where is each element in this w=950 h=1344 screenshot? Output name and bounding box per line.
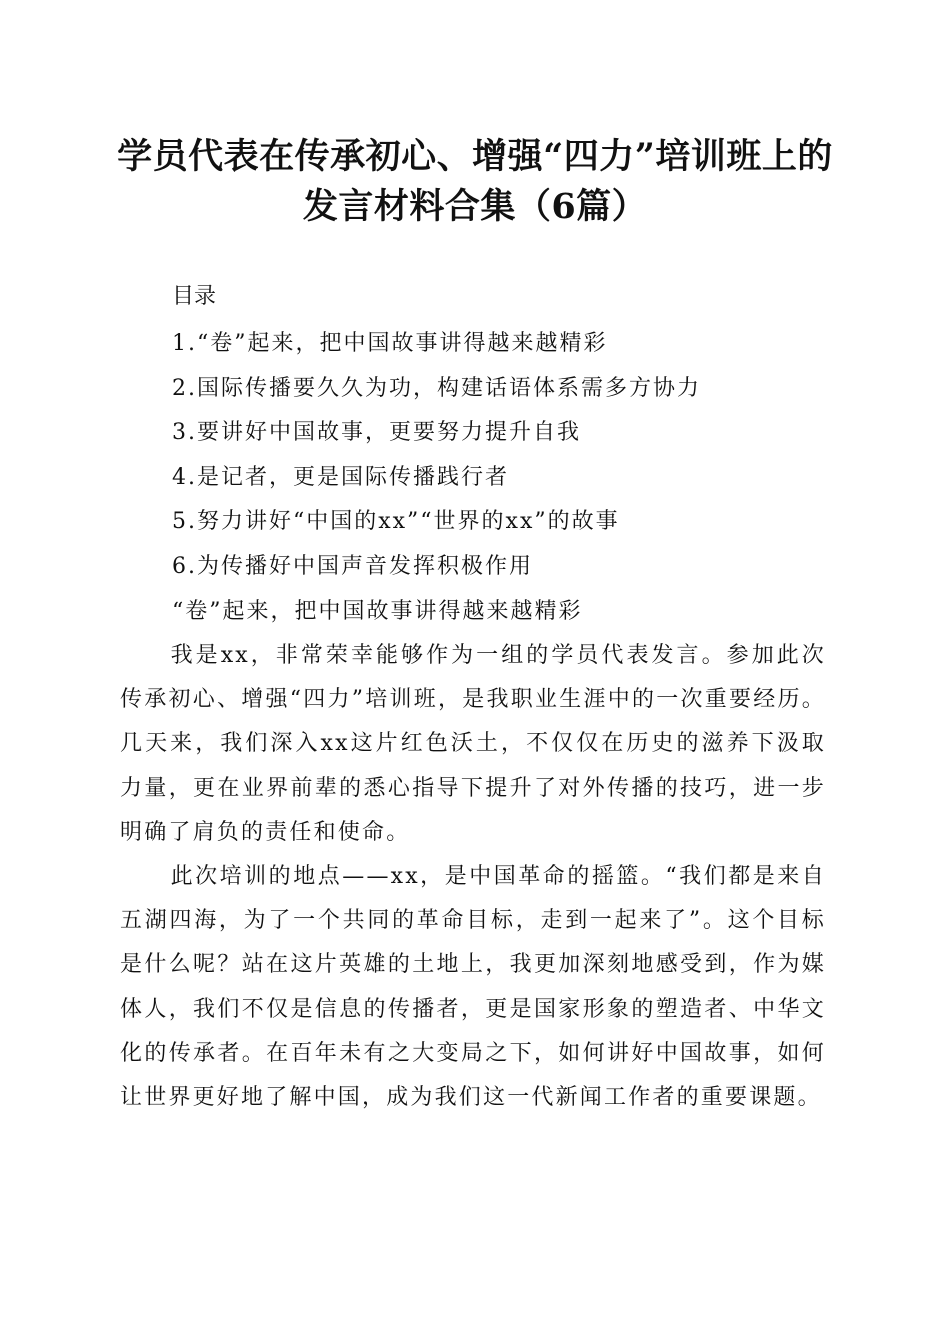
toc-item: 6.为传播好中国声音发挥积极作用 xyxy=(172,553,533,579)
paragraph: 我是xx，非常荣幸能够作为一组的学员代表发言。参加此次传承初心、增强“四力”培训班，是我职业生涯中的一次重要经历。几天来，我们深入xx这片红色沃土，不仅仅在历史的滋养下汲取力量，更在业界前辈的悉心指导下提升了对外传播的技巧，进一步明确了肩负的责任和使命。 xyxy=(120,643,826,845)
toc-item: 3.要讲好中国故事，更要努力提升自我 xyxy=(172,420,581,445)
document-title: 学员代表在传承初心、增强“四力”培训班上的发言材料合集（6篇） xyxy=(117,136,833,227)
toc-item: 5.努力讲好“中国的xx”“世界的xx”的故事 xyxy=(172,509,620,534)
toc-item: 2.国际传播要久久为功，构建话语体系需多方协力 xyxy=(172,375,701,401)
paragraph: 此次培训的地点——xx，是中国革命的摇篮。“我们都是来自五湖四海，为了一个共同的革命目标，走到一起来了”。这个目标是什么呢？站在这片英雄的土地上，我更加深刻地感受到，作为媒体人，我们不仅是信息的传播者，更是国家形象的塑造者、中华文化的传承者。在百年未有之大变局之下，如何讲好中国故事，如何让世界更好地了解中国，成为我们这一代新闻工作者的重要课题。 xyxy=(120,864,826,1111)
body-text xyxy=(120,634,826,1120)
section-heading: “卷”起来，把中国故事讲得越来越精彩 xyxy=(172,599,583,624)
toc-item: 1.“卷”起来，把中国故事讲得越来越精彩 xyxy=(172,331,608,356)
table-of-contents xyxy=(172,322,701,589)
toc-heading: 目录 xyxy=(172,284,217,309)
toc-item: 4.是记者，更是国际传播践行者 xyxy=(172,464,509,490)
